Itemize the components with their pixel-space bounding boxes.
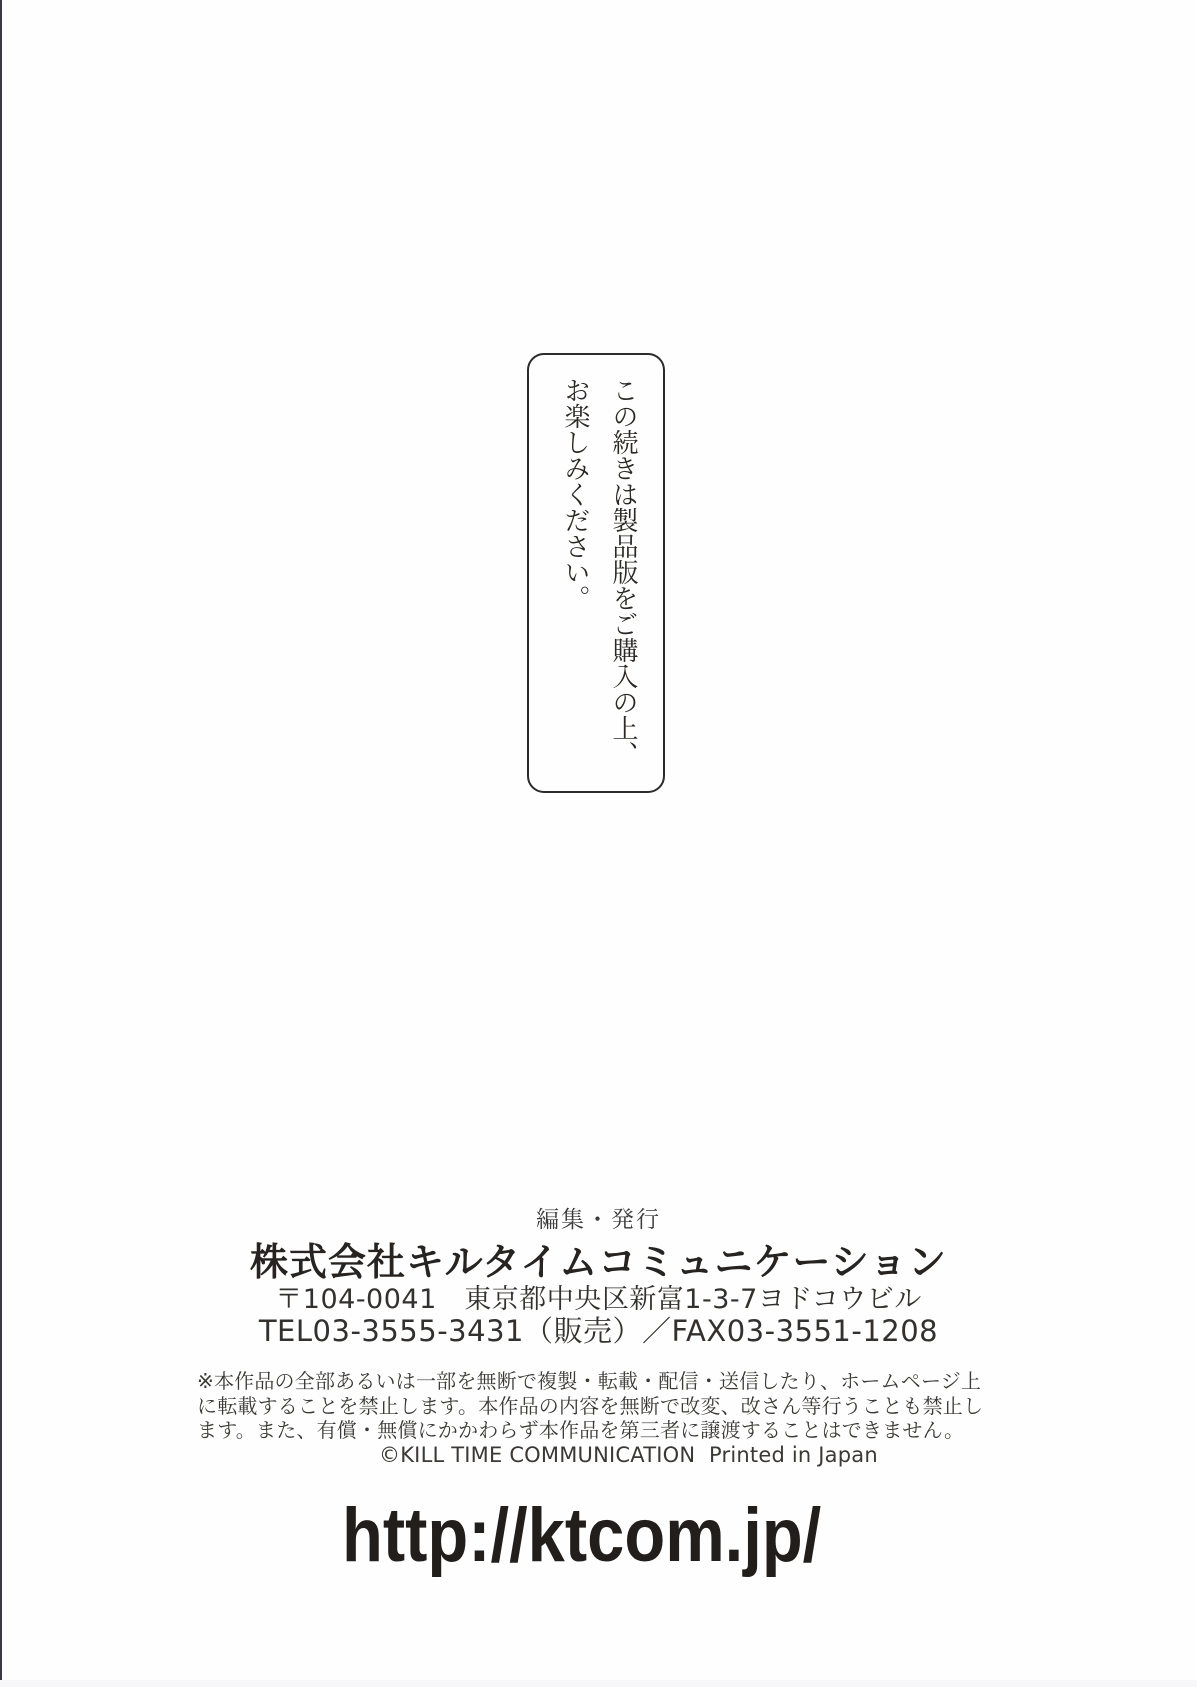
- notice-line-2: お楽しみください。: [560, 377, 590, 611]
- notice-line-1: この続きは製品版をご購入の上、: [608, 377, 638, 767]
- publisher-phone-fax: TEL03-3555-3431（販売）／FAX03-3551-1208: [258, 1314, 939, 1348]
- legal-line: ます。また、有償・無償にかかわらず本作品を第三者に譲渡することはできません。: [197, 1418, 965, 1442]
- publisher-postal-address: 〒104-0041 東京都中央区新富1-3-7ヨドコウビル: [275, 1284, 922, 1315]
- copyright-line: ©KILL TIME COMMUNICATION Printed in Japan: [379, 1443, 878, 1467]
- publisher-role-label: 編集・発行: [536, 1207, 661, 1233]
- legal-notice: [197, 1369, 1007, 1443]
- publisher-website-url: http://ktcom.jp/: [342, 1493, 822, 1578]
- continuation-notice-box: [527, 353, 665, 793]
- legal-line: に転載することを禁止します。本作品の内容を無断で改変、改さん等行うことも禁止し: [197, 1393, 984, 1418]
- scan-left-edge-line: [0, 0, 2, 1687]
- legal-line: ※本作品の全部あるいは一部を無断で複製・転載・配信・送信したり、ホームページ上: [197, 1369, 982, 1393]
- publisher-company-name: 株式会社キルタイムコミュニケーション: [249, 1240, 948, 1284]
- scan-bottom-edge-strip: [0, 1680, 1197, 1687]
